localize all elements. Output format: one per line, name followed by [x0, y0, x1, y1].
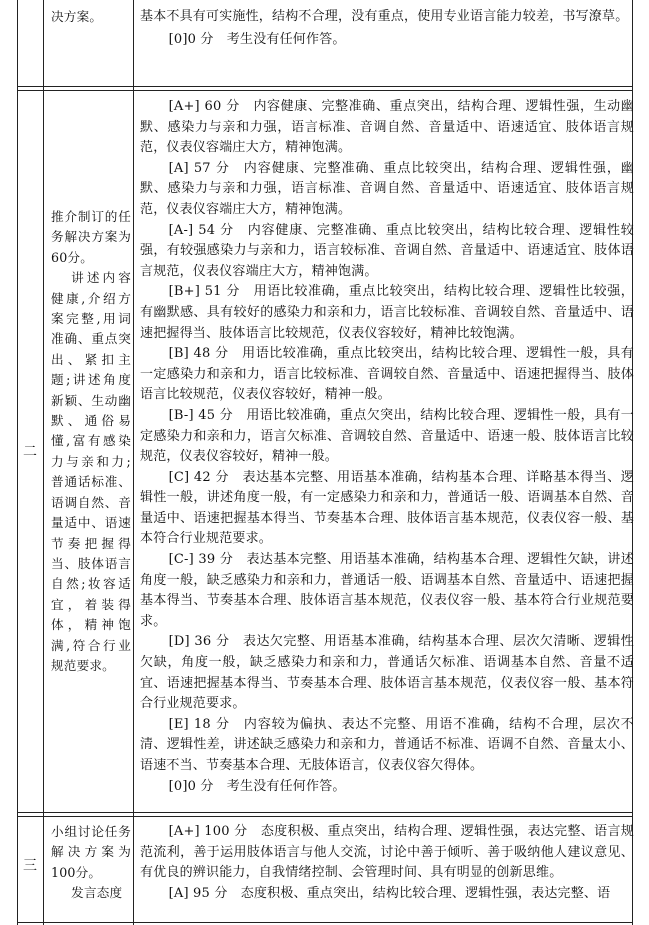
row-three-scores [140, 822, 634, 904]
row-three-criteria-detail: 发言态度 [71, 885, 123, 901]
row-two-number: 二 [23, 444, 37, 460]
row-divider-mid-a [17, 812, 633, 813]
row-two-grade-b-plus: [B+] 51 分 用语比较准确，重点比较突出，结构比较合理、逻辑性比较强，有幽默感、具有较好的感染力和亲和力，语言比较标准、音调较自然、音量适中、语速把握得当、肢体语言比较规范，仪表仪容较好，精神比较饱满。 [140, 284, 634, 341]
table-border-left [17, 0, 18, 925]
row-two-grade-a: [A] 57 分 内容健康、完整准确、重点比较突出，结构合理、逻辑性强，幽默、感染力与亲和力强，语言标准、音调自然、音量适中、语速适宜、肢体语言规范，仪表仪容端庄大方，精神饱满。 [140, 160, 634, 217]
row-two-grade-a-minus: [A-] 54 分 内容健康、完整准确、重点比较突出，结构比较合理、逻辑性较强，有较强感染力与亲和力，语言较标准、音调自然、音量适中、语速适宜、肢体语言规范，仪表仪容端庄大方，精神饱满。 [140, 222, 634, 279]
top-row-criteria-text: 决方案。 [51, 9, 103, 24]
row-two-grade-a-plus: [A+] 60 分 内容健康、完整准确、重点突出，结构合理、逻辑性强，生动幽默、感染力与亲和力强，语言标准、音调自然、音量适中、语速适宜、肢体语言规范，仪表仪容端庄大方，精神饱满。 [140, 99, 634, 156]
top-row-score-zero: [0]0 分 考生没有任何作答。 [168, 31, 346, 47]
row-two-grade-c-minus: [C-] 39 分 表达基本完整、用语基本准确，结构基本合理、逻辑性欠缺，讲述角度一般，缺乏感染力和亲和力，普通话一般、语调基本自然、音量适中、语速把握基本得当、节奏基本合理、肢体语言基本规范，仪表仪容一般、基本符合行业规范要求。 [140, 552, 634, 629]
top-row-scores [140, 7, 634, 50]
column-divider-1 [43, 0, 44, 925]
row-two-grade-b-minus: [B-] 45 分 用语比较准确，重点欠突出，结构比较合理、逻辑性一般，具有一定感染力和亲和力，语言欠标准、音调较自然、音量适中、语速一般、肢体语言比较规范，仪表仪容较好，精神一般。 [140, 407, 634, 465]
row-two-grade-c: [C] 42 分 表达基本完整、用语基本准确，结构基本合理、详略基本得当、逻辑性一般，讲述角度一般，有一定感染力和亲和力，普通话一般、语调基本自然、音量适中、语速把握基本得当、节奏基本合理、肢体语言基本规范，仪表仪容一般、基本符合行业规范要求。 [140, 469, 634, 547]
column-divider-2 [133, 0, 134, 925]
row-divider-mid-b [17, 816, 633, 817]
row-divider-top-a [17, 86, 633, 87]
row-two-criteria-detail: 讲述内容健康,介绍方案完整,用词准确、重点突出、紧扣主题;讲述角度新颖、生动幽默、通俗易懂,富有感染力与亲和力;普通话标准、语调自然、音量适中、语速节奏把握得当、肢体语言自然;妆容适宜，着装得体，精神饱满,符合行业规范要求。 [51, 270, 131, 673]
row-divider-top-b [17, 90, 633, 91]
row-two-criteria-title: 推介制订的任务解决方案为60分。 [51, 209, 131, 265]
row-two-criteria [51, 207, 131, 676]
row-three-grade-a-plus: [A+] 100 分 态度积极、重点突出，结构合理、逻辑性强，表达完整、语言规范流利，善于运用肢体语言与他人交流，讨论中善于倾听、善于吸纳他人建议意见、有优良的辨识能力，自我情绪控制、会管理时间、具有明显的创新思维。 [140, 824, 634, 881]
row-two-grade-e: [E] 18 分 内容较为偏执、表达不完整、用语不准确，结构不合理，层次不清、逻辑性差，讲述缺乏感染力和亲和力，普通话不标准、语调不自然、音量太小、语速不当、节奏基本合理、无肢体语言，仪表仪容欠得体。 [140, 716, 634, 773]
top-row-score-text: 基本不具有可实施性，结构不合理，没有重点，使用专业语言能力较差，书写潦草。 [140, 9, 629, 24]
row-three-criteria-title: 小组讨论任务解决方案为100分。 [51, 824, 131, 880]
top-row-criteria [51, 7, 131, 27]
row-two-grade-zero: [0]0 分 考生没有任何作答。 [168, 778, 346, 794]
row-three-number: 三 [23, 858, 37, 874]
row-three-grade-a: [A] 95 分 态度积极、重点突出，结构比较合理、逻辑性强，表达完整、语 [168, 885, 611, 901]
row-two-grade-b: [B] 48 分 用语比较准确，重点比较突出，结构比较合理、逻辑性一般，具有一定感染力和亲和力，语言比较标准、音调较自然、音量适中、语速把握得当、肢体语言比较规范，仪表仪容较好，精神一般。 [140, 346, 634, 403]
row-two-grade-d: [D] 36 分 表达欠完整、用语基本准确，结构基本合理、层次欠清晰、逻辑性欠缺，角度一般，缺乏感染力和亲和力，普通话欠标准、语调基本自然、音量不适宜、语速把握基本得当、节奏基本合理、肢体语言基本规范，仪表仪容一般、基本符合行业规范要求。 [140, 634, 634, 712]
row-three-criteria [51, 822, 131, 904]
row-two-scores [140, 97, 634, 797]
table-border-bottom [17, 922, 633, 923]
